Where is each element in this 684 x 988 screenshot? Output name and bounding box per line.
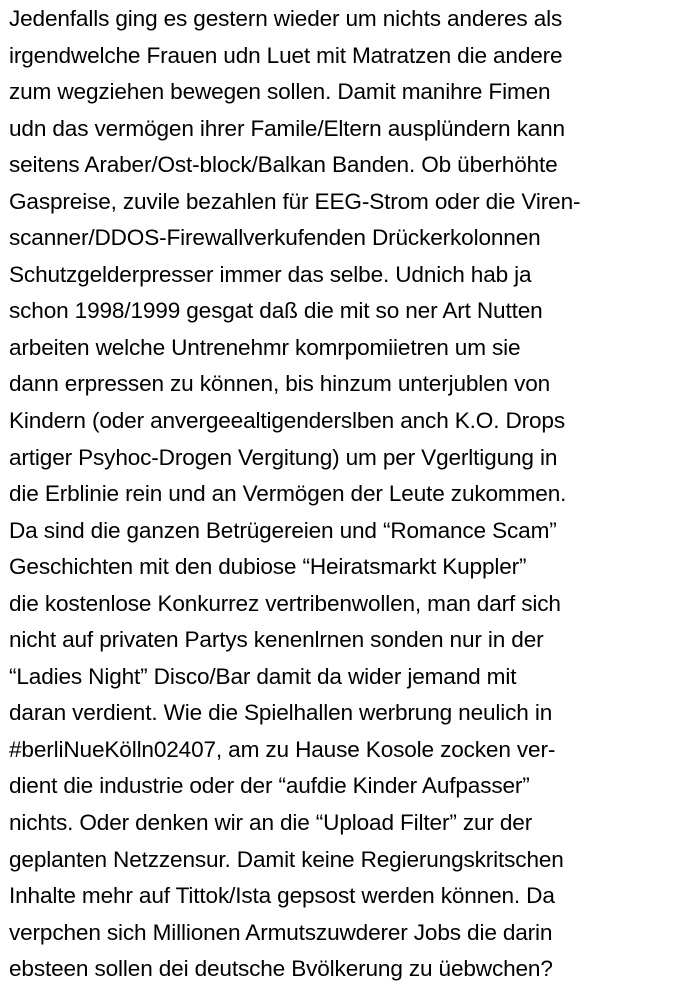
text-line: ebsteen sollen dei deutsche Bvölkerung zu üebwchen? (9, 956, 553, 982)
text-line: nicht auf privaten Partys kenenlrnen sonden nur in der (9, 627, 544, 653)
text-line: Schutzgelderpresser immer das selbe. Udnich hab ja (9, 261, 532, 287)
text-line: Inhalte mehr auf Tittok/Ista gepsost werden können. Da (9, 883, 555, 909)
text-line: dann erpressen zu können, bis hinzum unterjublen von (9, 371, 551, 397)
text-line: verpchen sich Millionen Armutszuwderer Jobs die darin (9, 919, 553, 945)
text-line: die kostenlose Konkurrez vertribenwollen, man darf sich (9, 590, 561, 616)
text-line: irgendwelche Frauen udn Luet mit Matratzen die andere (9, 42, 563, 68)
text-line: daran verdient. Wie die Spielhallen werbrung neulich in (9, 700, 553, 726)
text-line: Geschichten mit den dubiose “Heiratsmarkt Kuppler” (9, 554, 527, 580)
body-text (9, 1, 681, 988)
text-line: nichts. Oder denken wir an die “Upload Filter” zur der (9, 810, 533, 836)
text-line: scanner/DDOS-Firewallverkufenden Drückerkolonnen (9, 225, 541, 251)
text-line: udn das vermögen ihrer Famile/Eltern ausplündern kann (9, 115, 565, 141)
text-line: Jedenfalls ging es gestern wieder um nichts anderes als (9, 6, 563, 31)
text-line: artiger Psyhoc-Drogen Vergitung) um per Vgerltigung in (9, 444, 558, 470)
text-line: dient die industrie oder der “aufdie Kinder Aufpasser” (9, 773, 530, 799)
text-line: arbeiten welche Untrenehmr komrpomiietren um sie (9, 334, 521, 360)
text-line: geplanten Netzzensur. Damit keine Regierungskritschen (9, 846, 564, 872)
text-line: Kindern (oder anvergeealtigenderslben anch K.O. Drops (9, 408, 565, 434)
text-line: seitens Araber/Ost-block/Balkan Banden. Ob überhöhte (9, 152, 558, 178)
text-line: #berliNueKölln02407, am zu Hause Kosole zocken ver- (9, 736, 556, 762)
text-line: schon 1998/1999 gesgat daß die mit so ner Art Nutten (9, 298, 543, 324)
text-line: zum wegziehen bewegen sollen. Damit manihre Fimen (9, 79, 551, 105)
text-line: Gaspreise, zuvile bezahlen für EEG-Strom oder die Viren- (9, 188, 581, 214)
text-line: die Erblinie rein und an Vermögen der Leute zukommen. (9, 481, 567, 507)
text-line: “Ladies Night” Disco/Bar damit da wider jemand mit (9, 663, 517, 689)
text-line: Da sind die ganzen Betrügereien und “Romance Scam” (9, 517, 557, 543)
